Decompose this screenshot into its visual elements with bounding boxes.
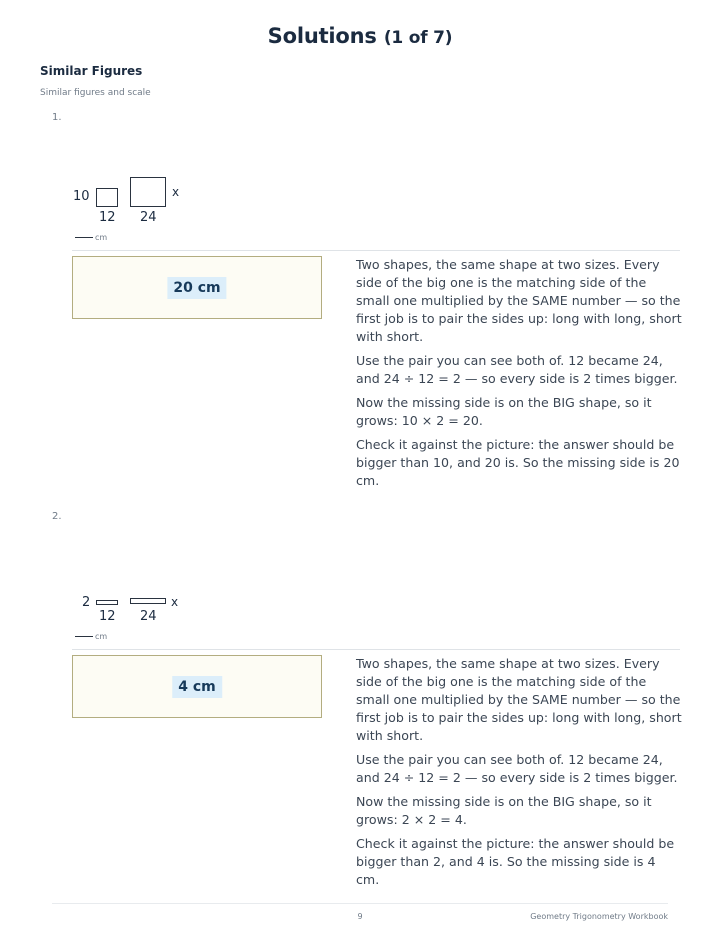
footer-book-title: Geometry Trigonometry Workbook bbox=[530, 912, 668, 921]
page-title bbox=[0, 24, 720, 48]
small-rectangle bbox=[96, 600, 118, 605]
explanation bbox=[356, 256, 682, 496]
small-rectangle bbox=[96, 188, 118, 207]
page-number: 9 bbox=[357, 912, 363, 921]
unknown-side-label: x bbox=[172, 185, 180, 199]
answer-value: 4 cm bbox=[172, 676, 222, 698]
small-side-label: 10 bbox=[73, 189, 90, 204]
big-rectangle bbox=[130, 177, 166, 207]
answer-unit-line bbox=[75, 233, 107, 242]
explanation-paragraph: Now the missing side is on the BIG shape, so it grows: 10 × 2 = 20. bbox=[356, 395, 652, 428]
title-subtitle: (1 of 7) bbox=[383, 28, 453, 48]
big-base-label: 24 bbox=[140, 609, 157, 624]
explanation bbox=[356, 655, 682, 895]
answer-value: 20 cm bbox=[167, 277, 226, 299]
unit-label: cm bbox=[95, 632, 108, 641]
answer-blank bbox=[75, 237, 93, 238]
big-base-label: 24 bbox=[140, 210, 157, 225]
answer-box bbox=[72, 256, 322, 319]
explanation-paragraph: Check it against the picture: the answer should be bigger than 10, and 20 is. So the missing side is 20 cm. bbox=[356, 437, 680, 488]
big-rectangle bbox=[130, 598, 166, 604]
explanation-paragraph: Check it against the picture: the answer should be bigger than 2, and 4 is. So the missing side is 4 cm. bbox=[356, 836, 675, 887]
section-heading: Similar Figures bbox=[40, 64, 143, 78]
question-number: 2. bbox=[52, 511, 62, 522]
explanation-paragraph: Use the pair you can see both of. 12 became 24, and 24 ÷ 12 = 2 — so every side is 2 times bigger. bbox=[356, 752, 678, 785]
explanation-paragraph: Two shapes, the same shape at two sizes. Every side of the big one is the matching side of the small one multiplied by the SAME number — so the first job is to pair the sides up: long with long, short with short. bbox=[356, 257, 682, 344]
answer-blank bbox=[75, 636, 93, 637]
explanation-paragraph: Use the pair you can see both of. 12 became 24, and 24 ÷ 12 = 2 — so every side is 2 times bigger. bbox=[356, 353, 678, 386]
answer-unit-line bbox=[75, 632, 107, 641]
unit-label: cm bbox=[95, 233, 108, 242]
divider bbox=[72, 250, 680, 251]
explanation-paragraph: Two shapes, the same shape at two sizes. Every side of the big one is the matching side of the small one multiplied by the SAME number — so the first job is to pair the sides up: long with long, short with short. bbox=[356, 656, 682, 743]
similar-rectangles-diagram bbox=[70, 586, 200, 658]
divider bbox=[72, 649, 680, 650]
small-side-label: 2 bbox=[82, 595, 91, 610]
footer-divider bbox=[52, 903, 668, 904]
question-number: 1. bbox=[52, 112, 62, 123]
title-main: Solutions bbox=[267, 24, 377, 48]
answer-box bbox=[72, 655, 322, 718]
small-base-label: 12 bbox=[99, 609, 116, 624]
section-topic: Similar figures and scale bbox=[40, 88, 151, 98]
explanation-paragraph: Now the missing side is on the BIG shape, so it grows: 2 × 2 = 4. bbox=[356, 794, 652, 827]
unknown-side-label: x bbox=[171, 595, 179, 609]
small-base-label: 12 bbox=[99, 210, 116, 225]
